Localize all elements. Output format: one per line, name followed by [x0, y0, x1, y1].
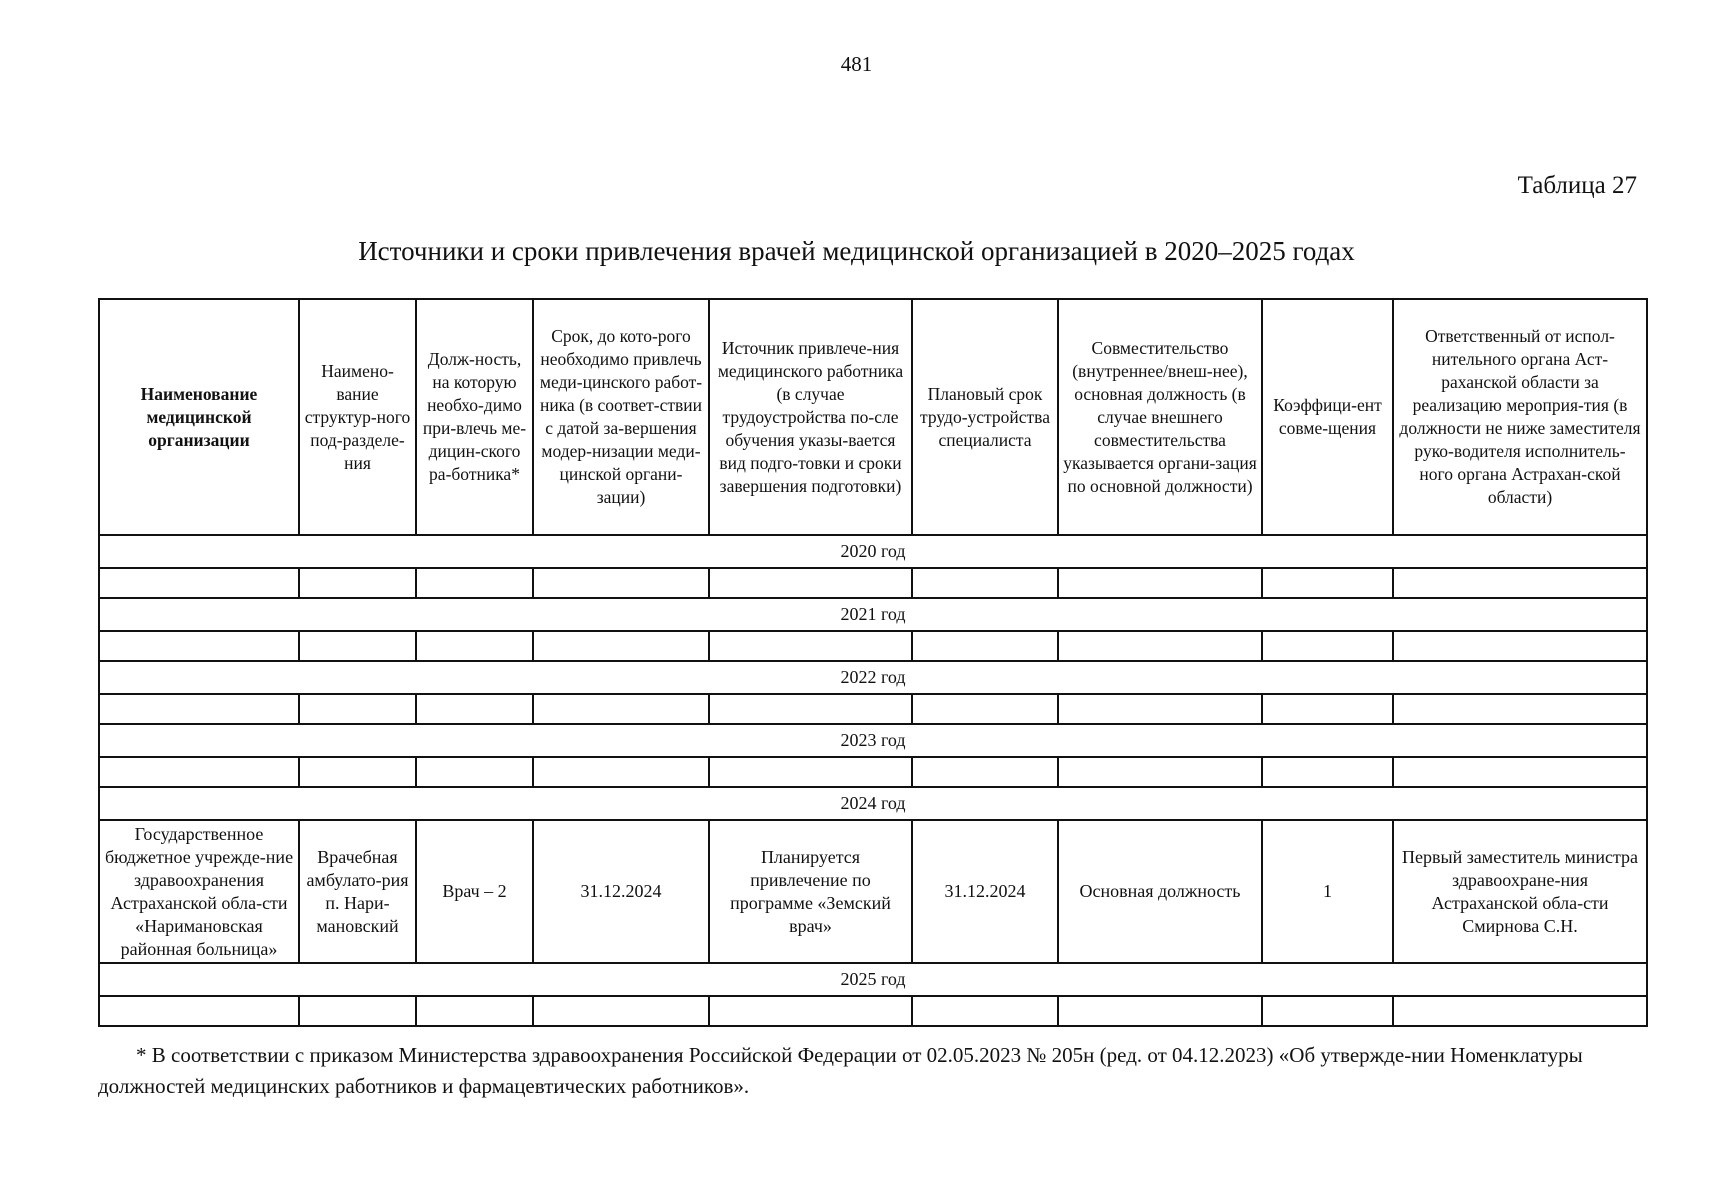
- year-row-2025: [99, 963, 1647, 996]
- document-title: Источники и сроки привлечения врачей медицинской организацией в 2020–2025 годах: [358, 236, 1355, 266]
- header-row: [99, 299, 1647, 535]
- organization-cell: Государственное бюджетное учрежде-ние здравоохранения Астраханской обла-сти «Наримановская районная больница»: [99, 820, 299, 963]
- column-header: Источник привлече-ния медицинского работника (в случае трудоустройства по-сле обучения указы-вается вид подго-товки и сроки завершения подготовки): [709, 299, 912, 535]
- table-label: Таблица 27: [1517, 172, 1637, 199]
- page-number: 481: [840, 52, 873, 76]
- responsible-cell: Первый заместитель министра здравоохране-ния Астраханской обла-сти Смирнова С.Н.: [1393, 820, 1647, 963]
- empty-row: [99, 757, 1647, 787]
- source-cell: Планируется привлечение по программе «Земский врач»: [709, 820, 912, 963]
- empty-row: [99, 631, 1647, 661]
- column-header: Наименование медицинской организации: [99, 299, 299, 535]
- planned-date-cell: 31.12.2024: [912, 820, 1058, 963]
- year-label: 2021 год: [99, 598, 1647, 631]
- empty-row: [99, 694, 1647, 724]
- deadline-cell: 31.12.2024: [533, 820, 709, 963]
- subdivision-cell: Врачебная амбулато-рия п. Нари-мановский: [299, 820, 416, 963]
- year-label: 2025 год: [99, 963, 1647, 996]
- table-row: [99, 820, 1647, 963]
- year-row-2024: [99, 787, 1647, 820]
- coefficient-cell: 1: [1262, 820, 1393, 963]
- year-label: 2020 год: [99, 535, 1647, 568]
- column-header: Плановый срок трудо-устройства специалиста: [912, 299, 1058, 535]
- column-header: Наимено-вание структур-ного под-разделе-ния: [299, 299, 416, 535]
- column-header: Долж-ность, на которую необхо-димо при-влечь ме-дицин-ского ра-ботника*: [416, 299, 533, 535]
- footnote: * В соответствии с приказом Министерства здравоохранения Российской Федерации от 02.05.2023 № 205н (ред. от 04.12.2023) «Об утвержде-нии Номенклатуры должностей медицинских работников и фармацевтических работников».: [98, 1043, 1583, 1098]
- empty-row: [99, 568, 1647, 598]
- column-header: Коэффици-ент совме-щения: [1262, 299, 1393, 535]
- year-label: 2024 год: [99, 787, 1647, 820]
- year-row-2021: [99, 598, 1647, 631]
- year-row-2022: [99, 661, 1647, 694]
- empty-row: [99, 996, 1647, 1026]
- year-row-2020: [99, 535, 1647, 568]
- combination-cell: Основная должность: [1058, 820, 1262, 963]
- year-row-2023: [99, 724, 1647, 757]
- year-label: 2022 год: [99, 661, 1647, 694]
- sources-table: [98, 298, 1648, 1027]
- column-header: Ответственный от испол-нительного органа Аст-раханской области за реализацию мероприя-тия (в должности не ниже заместителя руко-водителя исполнитель-ного органа Астрахан-ской области): [1393, 299, 1647, 535]
- year-label: 2023 год: [99, 724, 1647, 757]
- column-header: Срок, до кото-рого необходимо привлечь меди-цинского работ-ника (в соответ-ствии с датой за-вершения модер-низации меди-цинской органи-зации): [533, 299, 709, 535]
- column-header: Совместительство (внутреннее/внеш-нее), основная должность (в случае внешнего совместительства указывается органи-зация по основной должности): [1058, 299, 1262, 535]
- position-cell: Врач – 2: [416, 820, 533, 963]
